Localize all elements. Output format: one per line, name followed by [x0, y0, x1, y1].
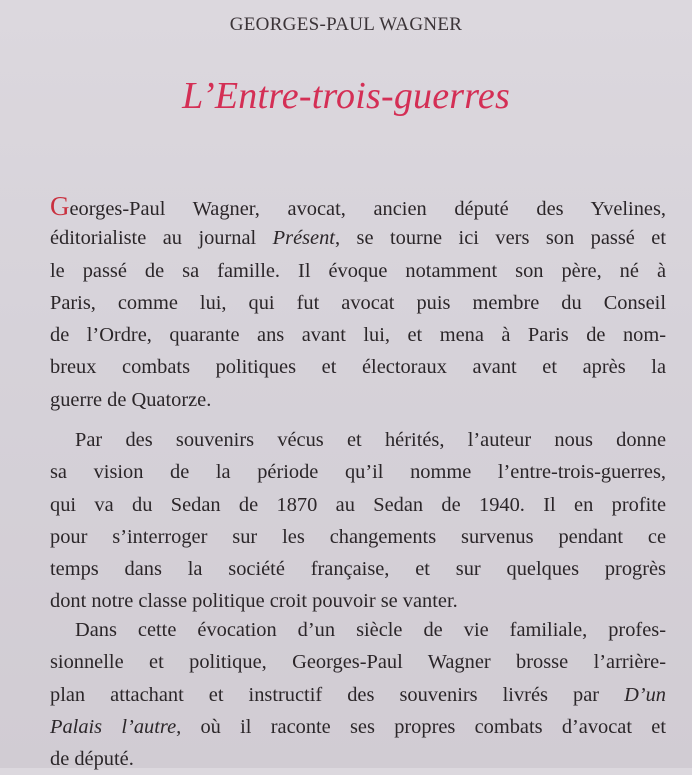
paragraph-line: Par des souvenirs vécus et hérités, l’auteur nous donne	[75, 429, 666, 451]
paragraph-line: pour s’interroger sur les changements survenus pendant ce	[50, 525, 666, 548]
paragraph-line: temps dans la société française, et sur quelques progrès	[50, 558, 666, 581]
author-name: GEORGES-PAUL WAGNER	[229, 14, 463, 35]
paragraph-line: plan attachant et instructif des souvenirs livrés par D’un	[50, 683, 666, 706]
paragraph-line: le passé de sa famille. Il évoque notamment son père, né à	[50, 259, 666, 282]
paragraph-2	[50, 424, 666, 618]
paragraph-line: Georges-Paul Wagner, avocat, ancien député des Yvelines,	[50, 191, 666, 221]
paragraph-line: éditorialiste au journal Présent, se tourne ici vers son passé et	[50, 227, 666, 250]
paragraph-3	[50, 614, 666, 775]
paragraph-line: dont notre classe politique croit pouvoir se vanter.	[50, 590, 458, 613]
paragraph-line: de l’Ordre, quarante ans avant lui, et mena à Paris de nom-	[50, 324, 666, 347]
paragraph-line: Paris, comme lui, qui fut avocat puis membre du Conseil	[50, 291, 666, 314]
book-reference: D’un	[624, 683, 666, 706]
paragraph-1	[50, 190, 666, 416]
paragraph-line: breux combats politiques et électoraux avant et après la	[50, 356, 666, 379]
paragraph-line: Dans cette évocation d’un siècle de vie familiale, profes-	[75, 619, 666, 641]
paragraph-line: qui va du Sedan de 1870 au Sedan de 1940. Il en profite	[50, 493, 666, 516]
paragraph-line: guerre de Quatorze.	[50, 388, 212, 411]
paragraph-line: Palais l’autre, où il raconte ses propres combats d’avocat et	[50, 715, 666, 738]
book-reference: Palais l’autre,	[50, 715, 182, 738]
paragraph-line: sionnelle et politique, Georges-Paul Wagner brosse l’arrière-	[50, 651, 666, 674]
paragraph-line: de député.	[50, 748, 134, 771]
drop-cap: G	[50, 191, 70, 221]
book-title: L’Entre-trois-guerres	[182, 75, 510, 117]
newspaper-title: Présent	[272, 227, 335, 250]
paragraph-line: sa vision de la période qu’il nomme l’entre-trois-guerres,	[50, 461, 666, 484]
